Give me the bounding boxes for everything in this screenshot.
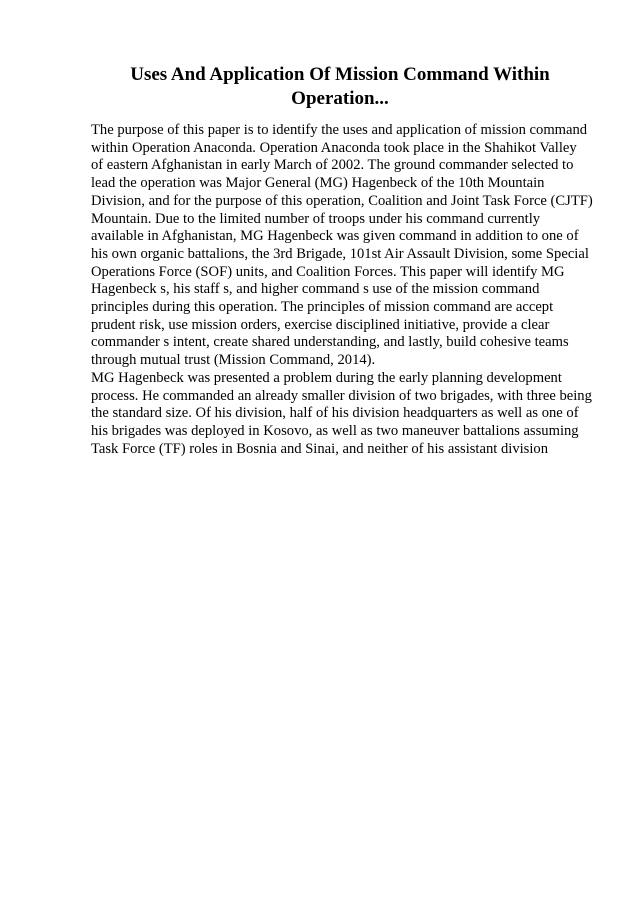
title-line: Operation... [291,88,389,109]
body-line: process. He commanded an already smaller division of two brigades, with three being [91,387,592,404]
body-line: Mountain. Due to the limited number of troops under his command currently [91,210,541,227]
body-line: available in Afghanistan, MG Hagenbeck was given command in addition to one of [91,228,579,245]
body-line: MG Hagenbeck was presented a problem during the early planning development [91,369,562,386]
body-line: Task Force (TF) roles in Bosnia and Sinai, and neither of his assistant division [91,440,548,457]
body-line: within Operation Anaconda. Operation Anaconda took place in the Shahikot Valley [91,139,577,156]
body-line: prudent risk, use mission orders, exercise disciplined initiative, provide a clear [91,316,550,333]
body-line: lead the operation was Major General (MG) Hagenbeck of the 10th Mountain [91,175,545,192]
document-title [100,63,580,111]
body-line: Hagenbeck s, his staff s, and higher command s use of the mission command [91,281,540,298]
body-line: of eastern Afghanistan in early March of 2002. The ground commander selected to [91,157,574,174]
body-line: his brigades was deployed in Kosovo, as well as two maneuver battalions assuming [91,422,579,439]
body-line: The purpose of this paper is to identify the uses and application of mission command [91,122,588,138]
body-line: Division, and for the purpose of this operation, Coalition and Joint Task Force (CJTF) [91,192,593,209]
document-body [91,122,591,458]
body-line: through mutual trust (Mission Command, 2014). [91,352,376,369]
body-line: commander s intent, create shared understanding, and lastly, build cohesive teams [91,334,569,351]
body-line: the standard size. Of his division, half of his division headquarters as well as one of [91,405,579,422]
body-line: Operations Force (SOF) units, and Coalition Forces. This paper will identify MG [91,263,565,280]
body-line: principles during this operation. The principles of mission command are accept [91,299,554,316]
body-line: his own organic battalions, the 3rd Brigade, 101st Air Assault Division, some Special [91,245,589,262]
title-line: Uses And Application Of Mission Command Within [130,64,550,85]
